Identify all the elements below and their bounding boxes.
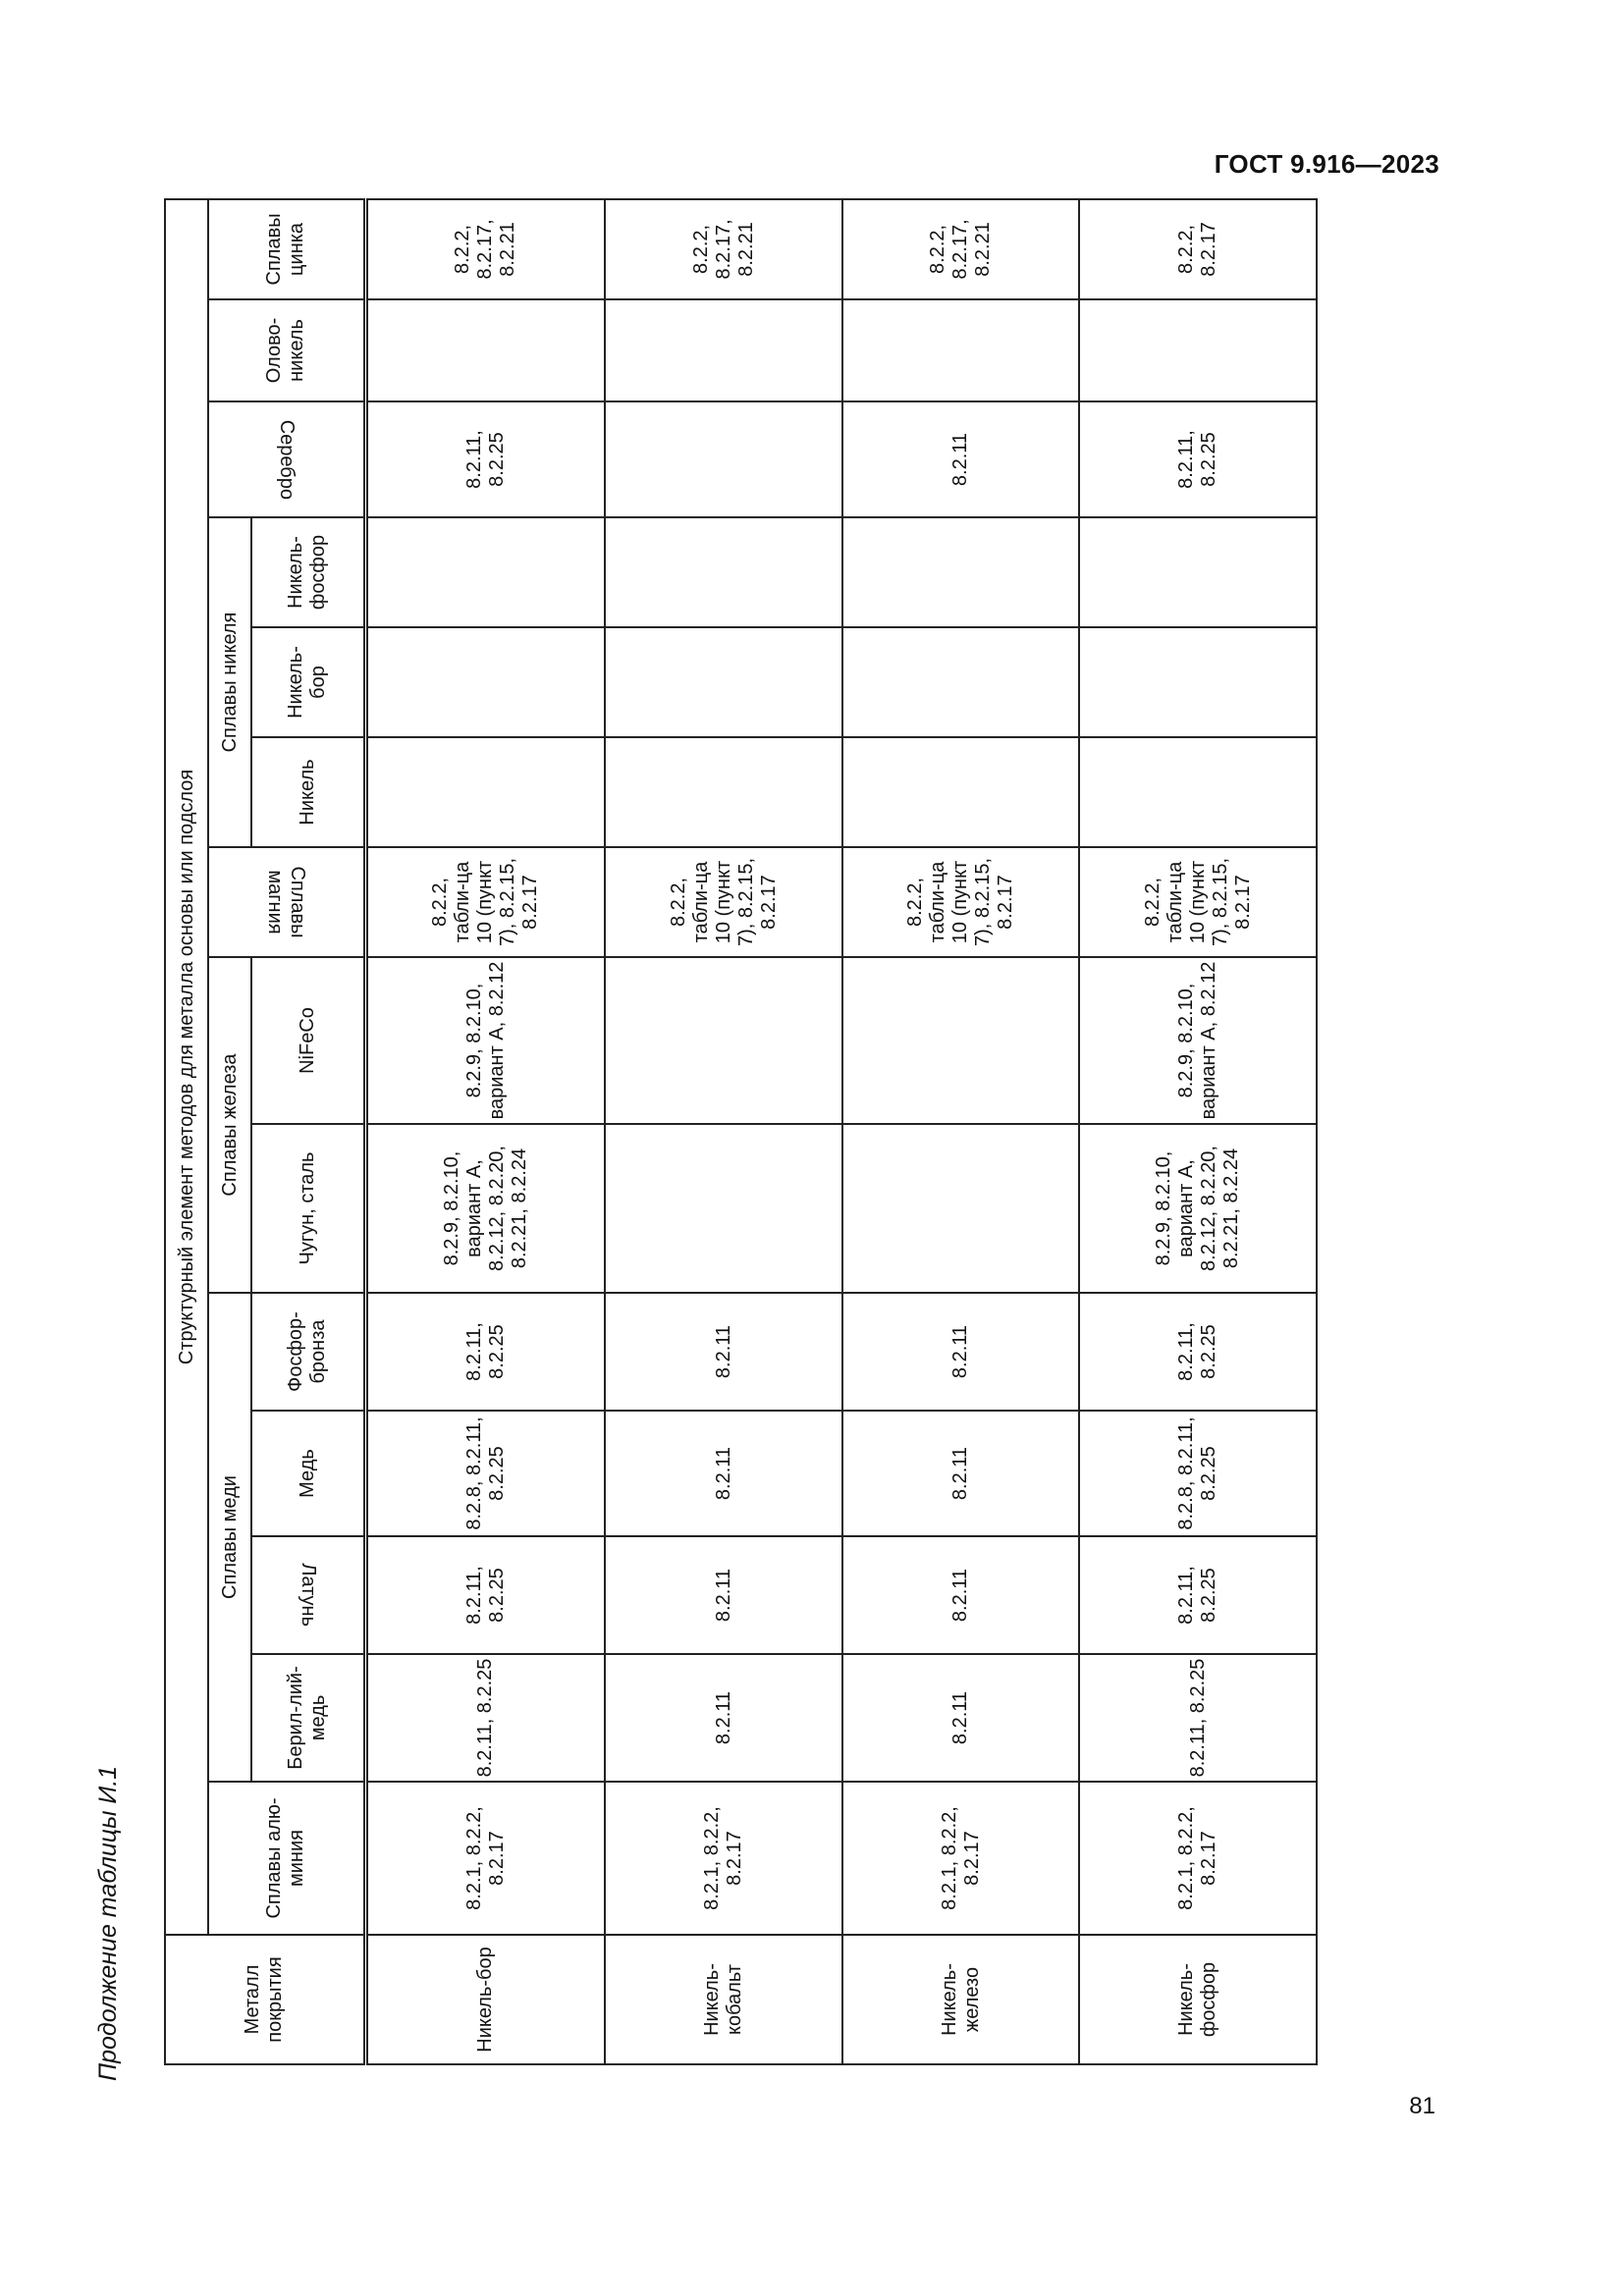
cell-nip (842, 517, 1080, 627)
header-nickel: Никель (251, 737, 365, 847)
cell-nip (365, 517, 605, 627)
cell-al: 8.2.1, 8.2.2, 8.2.17 (605, 1782, 842, 1935)
cell-becu: 8.2.11, 8.2.25 (1079, 1654, 1317, 1782)
cell-ag (605, 401, 842, 517)
cell-nifeco: 8.2.9, 8.2.10, вариант А, 8.2.12 (365, 957, 605, 1124)
header-nickel-boron: Никель-бор (251, 627, 365, 737)
cell-snni (605, 299, 842, 401)
cell-nifeco (605, 957, 842, 1124)
standard-header: ГОСТ 9.916—2023 (1214, 149, 1439, 179)
header-metal: Металл покрытия (165, 1935, 365, 2064)
cell-steel (842, 1124, 1080, 1293)
cell-al: 8.2.1, 8.2.2, 8.2.17 (842, 1782, 1080, 1935)
cell-cu: 8.2.11 (842, 1411, 1080, 1536)
cell-mg: 8.2.2, табли-ца 10 (пункт 7), 8.2.15, 8.2.17 (605, 847, 842, 957)
cell-becu: 8.2.11 (842, 1654, 1080, 1782)
header-copper: Медь (251, 1411, 365, 1536)
cell-nib (842, 627, 1080, 737)
cell-mg: 8.2.2, табли-ца 10 (пункт 7), 8.2.15, 8.2.17 (1079, 847, 1317, 957)
cell-steel (605, 1124, 842, 1293)
header-structural-element: Структурный элемент методов для металла основы или подслоя (165, 199, 208, 1935)
header-nickel-group: Сплавы никеля (208, 517, 251, 847)
cell-cu: 8.2.8, 8.2.11, 8.2.25 (365, 1411, 605, 1536)
cell-mg: 8.2.2, табли-ца 10 (пункт 7), 8.2.15, 8.2.17 (842, 847, 1080, 957)
cell-ag: 8.2.11, 8.2.25 (365, 401, 605, 517)
table-caption: Продолжение таблицы И.1 (94, 1765, 122, 2081)
cell-al: 8.2.1, 8.2.2, 8.2.17 (1079, 1782, 1317, 1935)
cell-phbr: 8.2.11, 8.2.25 (365, 1293, 605, 1411)
cell-becu: 8.2.11 (605, 1654, 842, 1782)
header-iron-group: Сплавы железа (208, 957, 251, 1293)
cell-nib (365, 627, 605, 737)
header-nifeco: NiFeCo (251, 957, 365, 1124)
cell-snni (365, 299, 605, 401)
cell-metal: Никель-бор (365, 1935, 605, 2064)
cell-cu: 8.2.8, 8.2.11, 8.2.25 (1079, 1411, 1317, 1536)
table-row (365, 199, 605, 2064)
cell-nifeco: 8.2.9, 8.2.10, вариант А, 8.2.12 (1079, 957, 1317, 1124)
cell-nifeco (842, 957, 1080, 1124)
header-aluminium: Сплавы алю-миния (208, 1782, 365, 1935)
cell-zn: 8.2.2, 8.2.17 (1079, 199, 1317, 299)
coating-methods-table (164, 198, 1318, 2065)
cell-nib (605, 627, 842, 737)
cell-metal: Никель-фосфор (1079, 1935, 1317, 2064)
cell-snni (842, 299, 1080, 401)
cell-phbr: 8.2.11, 8.2.25 (1079, 1293, 1317, 1411)
header-zinc: Сплавы цинка (208, 199, 365, 299)
cell-zn: 8.2.2, 8.2.17, 8.2.21 (842, 199, 1080, 299)
cell-ni (605, 737, 842, 847)
cell-phbr: 8.2.11 (842, 1293, 1080, 1411)
table-row (1079, 199, 1317, 2064)
cell-metal: Никель-железо (842, 1935, 1080, 2064)
cell-metal: Никель-кобальт (605, 1935, 842, 2064)
cell-ni (1079, 737, 1317, 847)
header-phosphor-bronze: Фосфор-бронза (251, 1293, 365, 1411)
cell-becu: 8.2.11, 8.2.25 (365, 1654, 605, 1782)
cell-brass: 8.2.11, 8.2.25 (365, 1536, 605, 1654)
rotated-table-wrapper (164, 213, 1318, 2065)
cell-nip (1079, 517, 1317, 627)
cell-ag: 8.2.11 (842, 401, 1080, 517)
table-row (842, 199, 1080, 2064)
cell-nib (1079, 627, 1317, 737)
cell-al: 8.2.1, 8.2.2, 8.2.17 (365, 1782, 605, 1935)
cell-mg: 8.2.2, табли-ца 10 (пункт 7), 8.2.15, 8.2.17 (365, 847, 605, 957)
header-nickel-phosphorus: Никель-фосфор (251, 517, 365, 627)
cell-phbr: 8.2.11 (605, 1293, 842, 1411)
header-brass: Латунь (251, 1536, 365, 1654)
cell-zn: 8.2.2, 8.2.17, 8.2.21 (365, 199, 605, 299)
header-magnesium: Сплавы магния (208, 847, 365, 957)
cell-cu: 8.2.11 (605, 1411, 842, 1536)
cell-brass: 8.2.11 (605, 1536, 842, 1654)
cell-ni (842, 737, 1080, 847)
cell-ag: 8.2.11, 8.2.25 (1079, 401, 1317, 517)
header-cast-iron-steel: Чугун, сталь (251, 1124, 365, 1293)
cell-steel: 8.2.9, 8.2.10, вариант А, 8.2.12, 8.2.20, 8.2.21, 8.2.24 (1079, 1124, 1317, 1293)
table-row (605, 199, 842, 2064)
cell-snni (1079, 299, 1317, 401)
header-tin-nickel: Олово-никель (208, 299, 365, 401)
cell-brass: 8.2.11 (842, 1536, 1080, 1654)
page-number: 81 (1409, 2093, 1435, 2119)
cell-brass: 8.2.11, 8.2.25 (1079, 1536, 1317, 1654)
header-copper-group: Сплавы меди (208, 1293, 251, 1782)
cell-ni (365, 737, 605, 847)
header-beryllium-copper: Берил-лий-медь (251, 1654, 365, 1782)
header-silver: Серебро (208, 401, 365, 517)
cell-nip (605, 517, 842, 627)
cell-zn: 8.2.2, 8.2.17, 8.2.21 (605, 199, 842, 299)
cell-steel: 8.2.9, 8.2.10, вариант А, 8.2.12, 8.2.20, 8.2.21, 8.2.24 (365, 1124, 605, 1293)
